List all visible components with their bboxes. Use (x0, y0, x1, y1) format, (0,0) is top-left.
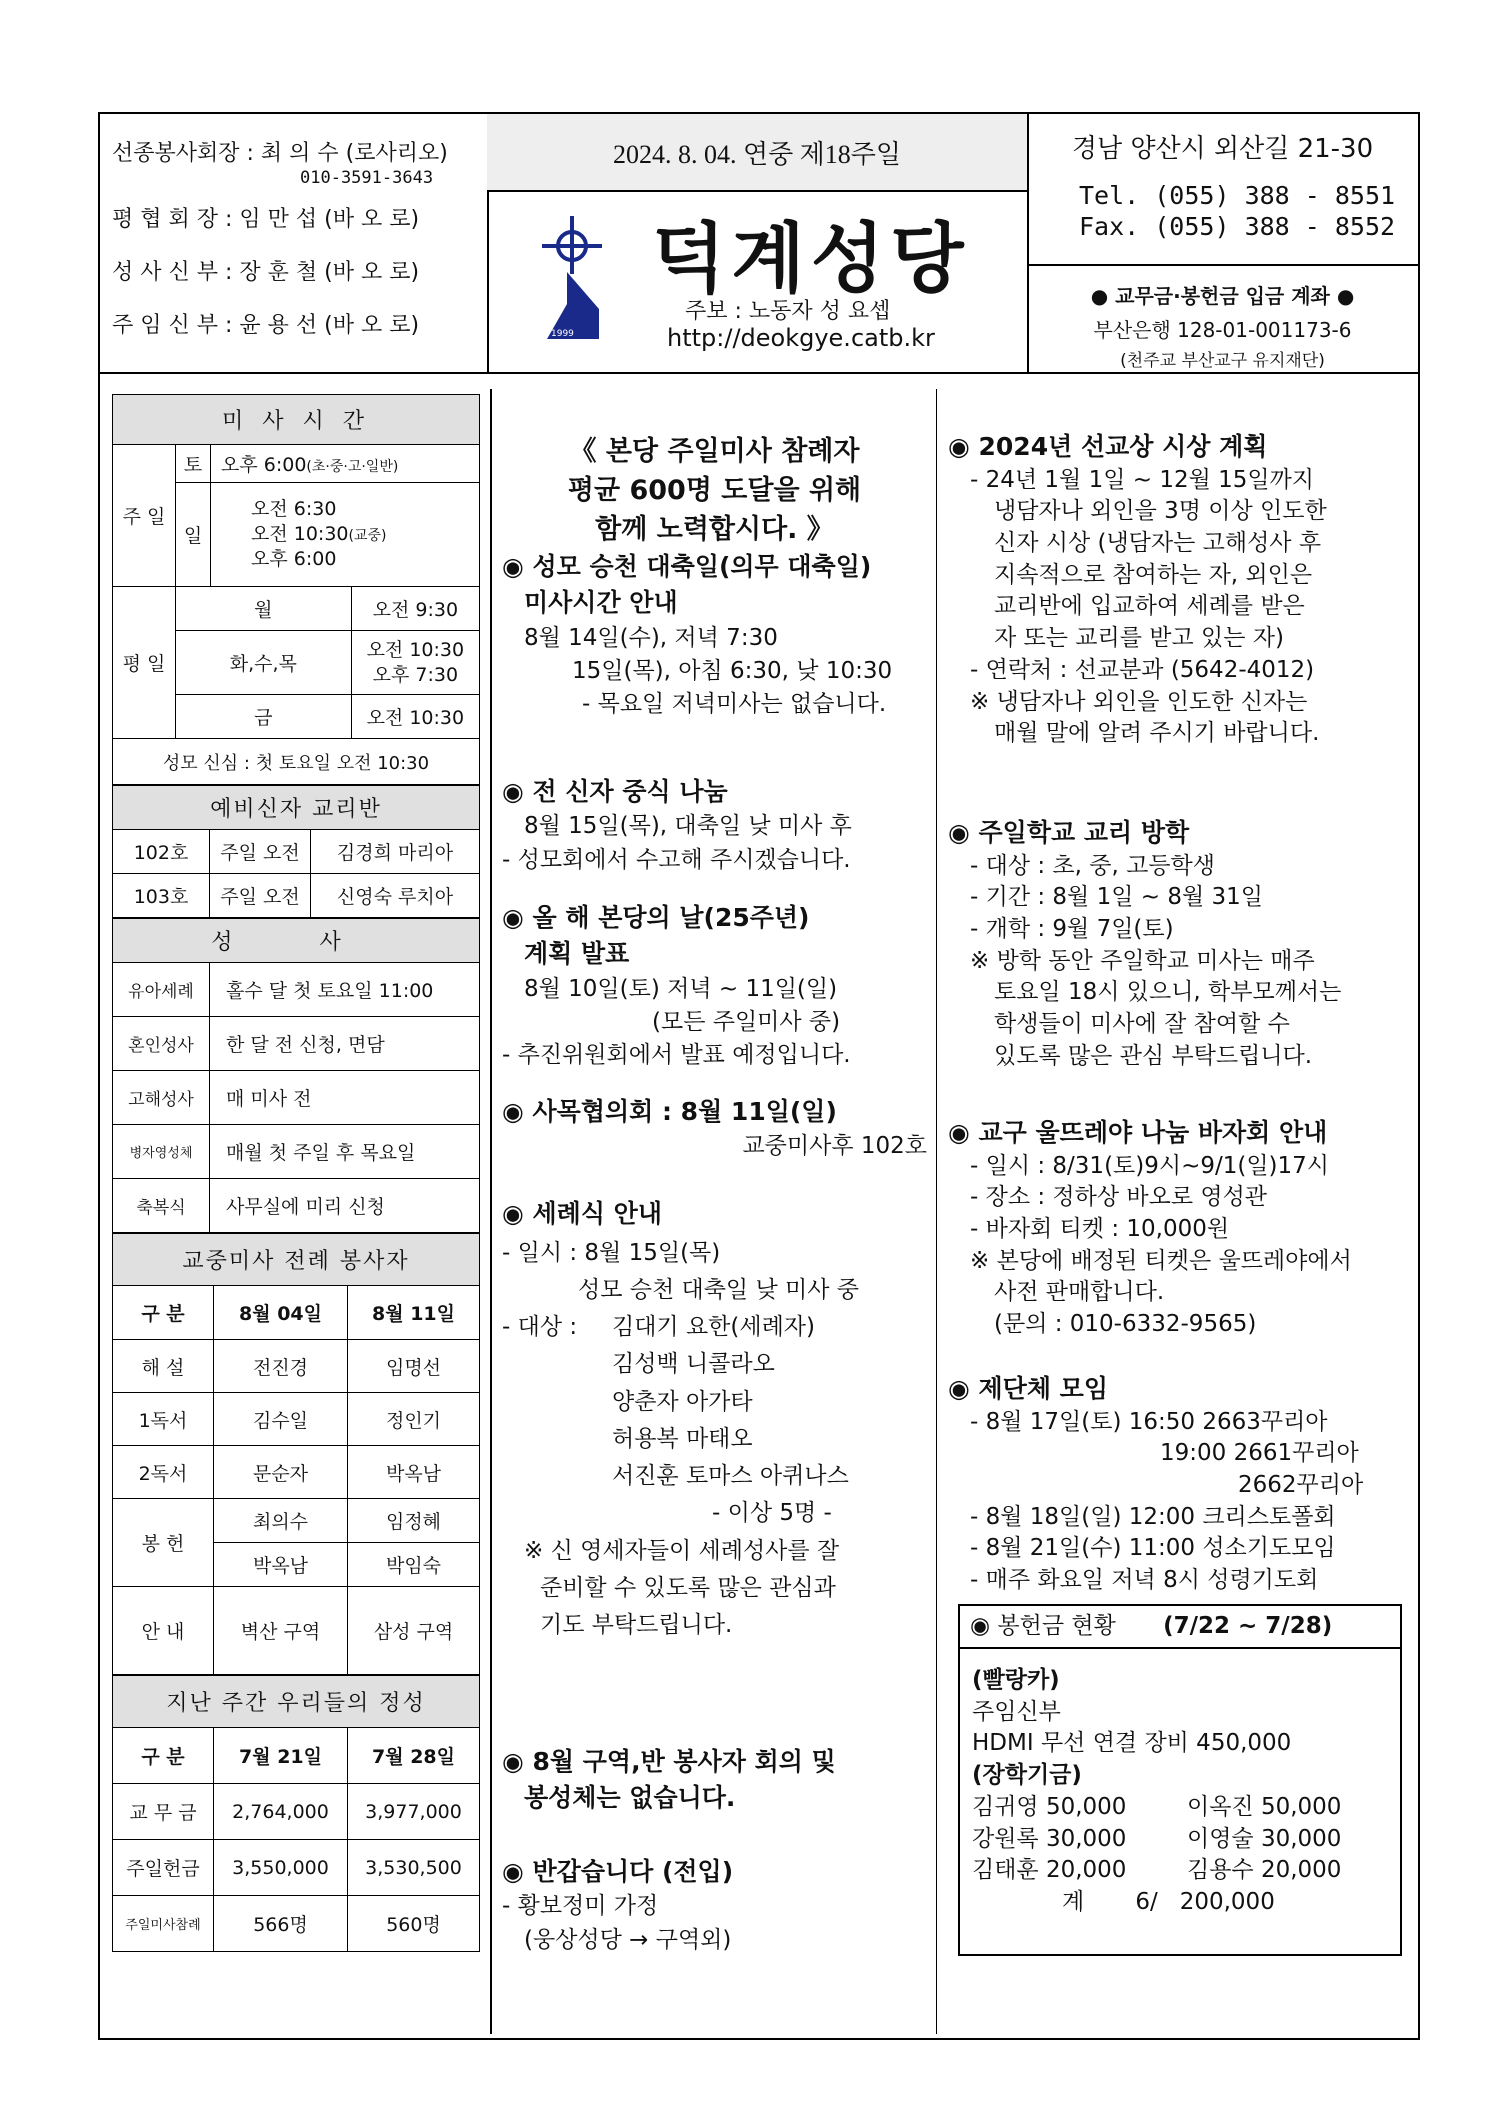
fax-number: Fax. (055) 388 - 8552 (1079, 212, 1396, 242)
notice-line: - 성모회에서 수고해 주시겠습니다. (502, 846, 851, 873)
notice-line: - 개학 : 9월 7일(토) (970, 915, 1174, 942)
baptism-name: 서진훈 토마스 아퀴나스 (612, 1463, 849, 1489)
notice-line: - 매주 화요일 저녁 8시 성령기도회 (970, 1567, 1319, 1594)
staff-role: 성 사 신 부 : (112, 260, 233, 285)
notice-line: - 목요일 저녁미사는 없습니다. (582, 691, 887, 718)
notice-line: 냉담자나 외인을 3명 이상 인도한 (994, 498, 1327, 525)
table-cell: 신영숙 루치아 (311, 874, 480, 918)
table-cell: 전진경 (214, 1340, 348, 1393)
donation-entry: 김태훈 20,000 (972, 1857, 1127, 1884)
table-cell: 주일미사참례 (113, 1896, 214, 1952)
notice-line: 준비할 수 있도록 많은 관심과 (540, 1574, 836, 1601)
banner-line: 함께 노력합시다. 》 (595, 514, 834, 546)
banner-line: 평균 600명 도달을 위해 (567, 475, 862, 507)
notice-label: - 대상 : (502, 1314, 578, 1340)
weekday-day: 화,수,목 (176, 631, 352, 695)
sun-label: 일 (176, 483, 211, 587)
logo-year: 1999 (551, 329, 574, 339)
table-header: 구 분 (113, 1286, 214, 1340)
council-notice (502, 1094, 927, 1164)
table-cell: 한 달 전 신청, 면담 (210, 1017, 480, 1071)
table-header: 8월 11일 (348, 1286, 480, 1340)
donation-row (972, 1792, 1388, 1824)
staff-row (112, 206, 419, 234)
mission-notice (948, 430, 1414, 750)
table-cell: 주일 오전 (210, 874, 311, 918)
contact-panel (1027, 114, 1418, 372)
table-cell: 김수일 (214, 1393, 348, 1446)
table-cell: 임명선 (348, 1340, 480, 1393)
notice-line: - 일시 : 8/31(토)9시~9/1(일)17시 (970, 1152, 1330, 1179)
table-cell: 병자영성체 (113, 1125, 210, 1179)
notice-line: 2662꾸리아 (1238, 1471, 1364, 1498)
notice-line: ※ 본당에 배정된 티켓은 울뜨레야에서 (970, 1247, 1352, 1274)
notice-title: ◉ 반갑습니다 (전입) (502, 1857, 734, 1886)
table-header: 7월 28일 (348, 1728, 480, 1784)
church-logo-icon (537, 214, 607, 344)
offerings-table (112, 1675, 480, 1952)
bank-title: ● 교무금·봉헌금 입금 계좌 ● (1090, 284, 1355, 308)
notice-title: ◉ 주일학교 교리 방학 (948, 818, 1190, 847)
donation-row (972, 1824, 1388, 1856)
notice-line: 지속적으로 참여하는 자, 외인은 (994, 561, 1313, 588)
donation-category: (장학기금) (972, 1762, 1082, 1789)
notice-line: 15일(목), 아침 6:30, 낮 10:30 (572, 657, 893, 684)
section-title: 미 사 시 간 (113, 395, 480, 445)
table-cell: 주일 오전 (210, 830, 311, 874)
table-cell: 교 무 금 (113, 1784, 214, 1840)
bank-panel (1027, 264, 1418, 374)
notice-title: ◉ 성모 승천 대축일(의무 대축일) (502, 552, 872, 581)
notice-line: 기도 부탁드립니다. (540, 1612, 733, 1638)
church-url[interactable]: http://deokgye.catb.kr (667, 324, 935, 352)
baptism-targets (502, 1309, 927, 1495)
section-title: 성 사 (113, 919, 480, 963)
weekday-time: 오전 9:30 (351, 587, 479, 631)
notice-title: ◉ 제단체 모임 (948, 1374, 1108, 1403)
notice-line: - 장소 : 정하상 바오로 영성관 (970, 1184, 1268, 1211)
phone-block (1079, 180, 1395, 243)
table-cell: 1독서 (113, 1393, 214, 1446)
left-column (112, 394, 480, 1952)
notice-line: - 추진위원회에서 발표 예정입니다. (502, 1042, 851, 1069)
table-cell: 주일헌금 (113, 1840, 214, 1896)
column-divider (490, 389, 492, 2034)
bazaar-notice (948, 1116, 1414, 1341)
weekday-day: 금 (176, 695, 352, 739)
staff-role: 평 협 회 장 : (112, 207, 233, 232)
table-cell: 102호 (113, 830, 210, 874)
donation-row (972, 1855, 1388, 1887)
table-cell: 홀수 달 첫 토요일 11:00 (210, 963, 480, 1017)
staff-role: 선종봉사회장 : (112, 141, 254, 166)
notice-line: - 기간 : 8월 1일 ~ 8월 31일 (970, 884, 1263, 911)
notice-line: (모든 주일미사 중) (652, 1008, 841, 1035)
donation-line: 주임신부 (972, 1698, 1061, 1725)
table-cell: 566명 (214, 1896, 348, 1952)
notice-line: 19:00 2661꾸리아 (1160, 1440, 1359, 1467)
section-title: 교중미사 전례 봉사자 (113, 1234, 480, 1286)
section-title: 예비신자 교리반 (113, 786, 480, 830)
table-cell: 2,764,000 (214, 1784, 348, 1840)
weekday-time-line: 오전 10:30 (366, 638, 465, 661)
table-cell: 560명 (348, 1896, 480, 1952)
staff-name: 최 의 수 (로사리오) (260, 141, 448, 166)
notice-line: - 황보정미 가정 (502, 1893, 659, 1920)
groups-notice (948, 1372, 1414, 1597)
school-notice (948, 816, 1414, 1073)
donation-period: (7/22 ~ 7/28) (1163, 1613, 1333, 1639)
sun-time: 오후 6:00 (251, 547, 337, 570)
table-cell: 3,977,000 (348, 1784, 480, 1840)
baptism-notice (502, 1194, 927, 1644)
table-cell: 벽산 구역 (214, 1587, 348, 1675)
sacraments-table (112, 918, 480, 1233)
notice-title: ◉ 전 신자 중식 나눔 (502, 777, 728, 806)
banner (502, 432, 927, 549)
assumption-notice (502, 549, 927, 722)
notice-title: 계획 발표 (524, 939, 630, 969)
holy-hour: 성모 신심 : 첫 토요일 오전 10:30 (113, 739, 480, 785)
notice-title: 미사시간 안내 (524, 588, 678, 618)
weekday-day: 월 (176, 587, 352, 631)
banner-line: 《 본당 주일미사 참례자 (569, 436, 860, 467)
staff-name: 윤 용 선 (바 오 로) (239, 313, 420, 338)
notice-line: - 8월 21일(수) 11:00 성소기도모임 (970, 1535, 1336, 1562)
notice-title: 봉성체는 없습니다. (524, 1783, 736, 1813)
staff-name: 장 훈 철 (바 오 로) (239, 260, 420, 285)
church-name: 덕계성당 (652, 214, 970, 303)
notice-line: 사전 판매합니다. (994, 1279, 1165, 1306)
baptism-name: 양춘자 아가타 (612, 1388, 753, 1415)
notice-title: ◉ 올 해 본당의 날(25주년) (502, 903, 810, 932)
sun-time: 오전 6:30 (251, 498, 337, 521)
notice-line: (웅상성당 → 구역외) (524, 1926, 732, 1953)
donation-category: (빨랑카) (972, 1666, 1060, 1693)
notice-title: ◉ 사목협의회 : 8월 11일(일) (502, 1097, 837, 1126)
staff-role: 주 임 신 부 : (112, 313, 233, 338)
table-header: 7월 21일 (214, 1728, 348, 1784)
donation-header (960, 1606, 1400, 1649)
table-cell: 삼성 구역 (348, 1587, 480, 1675)
notice-line: 있도록 많은 관심 부탁드립니다. (994, 1042, 1313, 1069)
bank-account: 부산은행 128-01-001173-6 (1093, 318, 1352, 342)
sun-time (251, 522, 479, 547)
notice-line: 성모 승천 대축일 낮 미사 중 (578, 1276, 859, 1303)
table-cell: 축복식 (113, 1179, 210, 1233)
weekday-time (351, 631, 479, 695)
donation-box (958, 1604, 1402, 1956)
notice-line: 8월 10일(토) 저녁 ~ 11일(일) (524, 975, 838, 1002)
notice-line: - 이상 5명 - (712, 1500, 832, 1527)
parish-day-notice (502, 900, 927, 1073)
table-cell: 정인기 (348, 1393, 480, 1446)
notice-line: 8월 14일(수), 저녁 7:30 (524, 624, 778, 651)
notice-line: (문의 : 010-6332-9565) (994, 1311, 1257, 1338)
bulletin-page (98, 112, 1420, 2040)
table-cell: 문순자 (214, 1446, 348, 1499)
title-panel (487, 114, 1029, 372)
notice-line: 학생들이 미사에 잘 참여할 수 (994, 1011, 1290, 1038)
staff-panel (100, 114, 489, 372)
donation-line: HDMI 무선 연결 장비 450,000 (972, 1730, 1292, 1757)
table-cell: 김경희 마리아 (311, 830, 480, 874)
notice-title: ◉ 8월 구역,반 봉사자 회의 및 (502, 1747, 836, 1776)
donation-title: ◉ 봉헌금 현황 (970, 1613, 1116, 1639)
sun-times (211, 483, 480, 587)
section-title: 지난 주간 우리들의 정성 (113, 1676, 480, 1728)
donation-entry: 강원록 30,000 (972, 1825, 1127, 1852)
staff-row (112, 140, 448, 168)
notice-title: ◉ 교구 울뜨레야 나눔 바자회 안내 (948, 1118, 1328, 1147)
table-cell: 2독서 (113, 1446, 214, 1499)
baptism-name: 김대기 요한(세례자) (612, 1314, 816, 1340)
catechumen-table (112, 785, 480, 918)
table-cell: 혼인성사 (113, 1017, 210, 1071)
sat-time (211, 445, 480, 483)
district-notice (502, 1744, 927, 1817)
notice-line: - 일시 : 8월 15일(목) (502, 1239, 721, 1266)
table-cell: 매 미사 전 (210, 1071, 480, 1125)
notice-title: ◉ 2024년 선교상 시상 계획 (948, 432, 1268, 461)
notice-line: - 24년 1월 1일 ~ 12월 15일까지 (970, 466, 1315, 493)
table-cell: 박옥남 (348, 1446, 480, 1499)
table-cell: 유아세례 (113, 963, 210, 1017)
weekday-time: 오전 10:30 (351, 695, 479, 739)
notice-line: - 8월 18일(일) 12:00 크리스토폴회 (970, 1503, 1336, 1530)
ministers-table (112, 1233, 480, 1675)
sat-time-text: 오후 6:00 (221, 454, 307, 476)
table-cell: 고해성사 (113, 1071, 210, 1125)
notice-line: 교리반에 입교하여 세례를 받은 (994, 593, 1305, 620)
notice-line: - 8월 17일(토) 16:50 2663꾸리아 (970, 1408, 1328, 1435)
tel-number: Tel. (055) 388 - 8551 (1079, 181, 1396, 210)
mass-times-table (112, 394, 480, 785)
patron-saint: 주보 : 노동자 성 요셉 (685, 299, 891, 324)
bank-owner: (천주교 부산교구 유지재단) (1120, 351, 1325, 371)
lunch-notice (502, 774, 927, 877)
weekday-label: 평 일 (113, 587, 176, 739)
donation-entry: 이영술 30,000 (1187, 1825, 1342, 1852)
baptism-name: 허용복 마태오 (612, 1425, 753, 1452)
table-cell: 3,550,000 (214, 1840, 348, 1896)
staff-name: 임 만 섭 (바 오 로) (239, 207, 420, 232)
sat-label: 토 (176, 445, 211, 483)
sun-time-note: (교중) (348, 528, 387, 545)
table-cell: 박임숙 (348, 1543, 480, 1587)
notice-line: - 연락처 : 선교분과 (5642-4012) (970, 656, 1315, 683)
notice-line: ※ 방학 동안 주일학교 미사는 매주 (970, 947, 1315, 974)
bulletin-date: 2024. 8. 04. 연중 제18주일 (487, 114, 1027, 192)
weekday-time-line: 오후 7:30 (372, 663, 459, 686)
notice-line: - 바자회 티켓 : 10,000원 (970, 1215, 1230, 1242)
notice-line: 매월 말에 알려 주시기 바랍니다. (994, 720, 1320, 747)
staff-row (112, 259, 419, 287)
staff-row (112, 312, 419, 340)
table-cell: 매월 첫 주일 후 목요일 (210, 1125, 480, 1179)
notice-line: 자 또는 교리를 받고 있는 자) (994, 625, 1284, 652)
table-cell: 해 설 (113, 1340, 214, 1393)
column-divider (936, 389, 937, 2034)
staff-phone: 010-3591-3643 (300, 168, 434, 188)
header (100, 114, 1418, 374)
donation-entry: 김용수 20,000 (1187, 1857, 1342, 1884)
table-cell: 박옥남 (214, 1543, 348, 1587)
notice-line: 교중미사후 102호 (742, 1133, 927, 1160)
donation-total: 계 6/ 200,000 (1062, 1889, 1275, 1916)
notice-line: ※ 냉담자나 외인을 인도한 신자는 (970, 688, 1308, 715)
table-header: 구 분 (113, 1728, 214, 1784)
table-cell: 안 내 (113, 1587, 214, 1675)
welcome-notice (502, 1854, 927, 1957)
table-header: 8월 04일 (214, 1286, 348, 1340)
sunday-label: 주 일 (113, 445, 176, 587)
notice-line: ※ 신 영세자들이 세례성사를 잘 (524, 1537, 840, 1564)
notice-title: ◉ 세례식 안내 (502, 1199, 662, 1228)
notice-line: 토요일 18시 있으니, 학부모께서는 (994, 979, 1342, 1006)
table-cell: 사무실에 미리 신청 (210, 1179, 480, 1233)
donation-entry: 김귀영 50,000 (972, 1793, 1127, 1820)
church-address: 경남 양산시 외산길 21-30 (1071, 134, 1374, 164)
table-cell: 봉 헌 (113, 1499, 214, 1587)
sat-time-note: (초·중·고·일반) (306, 459, 399, 475)
donation-entry: 이옥진 50,000 (1187, 1793, 1342, 1820)
table-cell: 최의수 (214, 1499, 348, 1543)
donation-body (960, 1649, 1400, 1919)
baptism-name: 김성백 니콜라오 (612, 1351, 775, 1378)
notice-line: - 대상 : 초, 중, 고등학생 (970, 852, 1215, 879)
notice-line: 8월 15일(목), 대축일 낮 미사 후 (524, 813, 852, 840)
notice-line: 신자 시상 (냉담자는 고해성사 후 (994, 529, 1322, 556)
table-cell: 임정혜 (348, 1499, 480, 1543)
table-cell: 3,530,500 (348, 1840, 480, 1896)
sun-time-text: 오전 10:30 (251, 523, 349, 546)
table-cell: 103호 (113, 874, 210, 918)
